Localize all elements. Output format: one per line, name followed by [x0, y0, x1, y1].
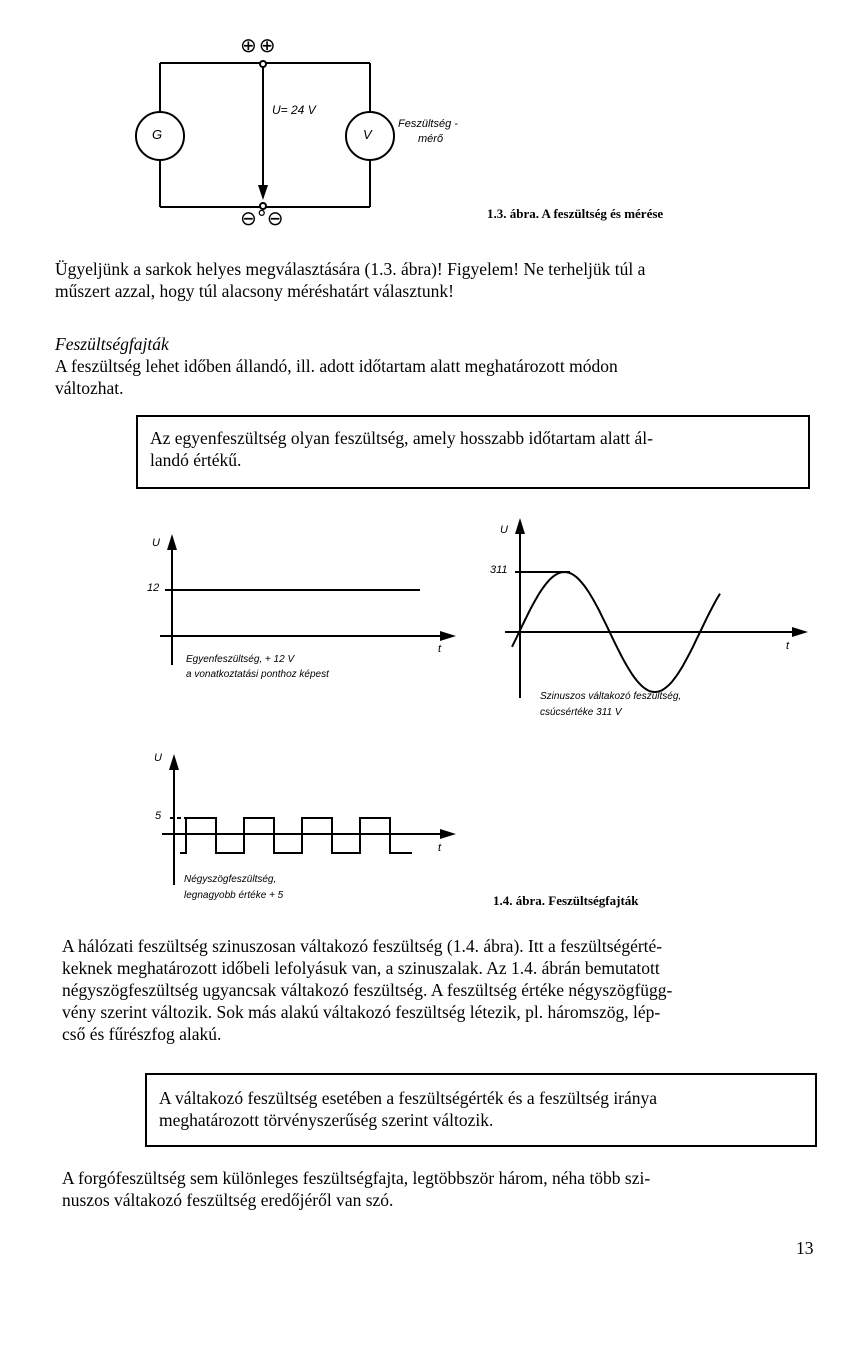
section-voltage-types: [55, 333, 825, 399]
voltage-label: U= 24 V: [272, 103, 316, 117]
meter-label-1: Feszültség -: [398, 118, 458, 130]
section-line-1: A feszültség lehet időben állandó, ill. adott időtartam alatt meghatározott módon: [55, 356, 618, 376]
paragraph-2: [62, 935, 822, 1045]
page-number: 13: [796, 1238, 814, 1258]
sine-x-arrow: [792, 627, 808, 637]
paragraph-3-line-1: A forgófeszültség sem különleges feszültségfajta, legtöbbször három, néha több szi-: [62, 1168, 651, 1188]
paragraph-2-line-4: vény szerint változik. Sok más alakú váltakozó feszültség létezik, pl. háromszög, lép-: [62, 1002, 661, 1022]
box-1-line-2: landó értékű.: [150, 450, 242, 470]
figure-1-3-caption: 1.3. ábra. A feszültség és mérése: [487, 206, 664, 221]
definition-box-ac: [145, 1073, 817, 1147]
definition-box-dc: [136, 415, 810, 489]
plus-terminals: ⊕⊕: [240, 33, 278, 57]
paragraph-1-line-1: Ügyeljünk a sarkok helyes megválasztására (1.3. ábra)! Figyelem! Ne terheljük túl a: [55, 259, 646, 279]
sine-y-arrow: [515, 518, 525, 534]
dc-level-label: 12: [147, 582, 160, 594]
square-u-label: U: [154, 752, 162, 764]
square-desc-1: Négyszögfeszültség,: [184, 874, 277, 885]
section-line-2: változhat.: [55, 378, 124, 398]
paragraph-1: [55, 258, 815, 302]
dc-graph: [160, 545, 445, 665]
paragraph-3-line-2: nuszos váltakozó feszültség eredőjéről van szó.: [62, 1190, 394, 1210]
sine-desc-2: csúcsértéke 311 V: [540, 707, 622, 718]
paragraph-2-line-1: A hálózati feszültség szinuszosan váltakozó feszültség (1.4. ábra). Itt a feszültségérté-: [62, 936, 663, 956]
section-title: Feszültségfajták: [55, 334, 169, 354]
paragraph-2-line-5: cső és fűrészfog alakú.: [62, 1024, 222, 1044]
dc-desc-1: Egyenfeszültség, + 12 V: [186, 654, 295, 665]
box-1-line-1: Az egyenfeszültség olyan feszültség, amely hosszabb időtartam alatt ál-: [150, 428, 653, 448]
square-y-arrow: [169, 754, 179, 770]
paragraph-2-line-3: négyszögfeszültség ugyancsak váltakozó feszültség. A feszültség értéke négyszögfügg-: [62, 980, 673, 1000]
voltmeter-label: V: [363, 127, 372, 142]
box-2-line-1: A váltakozó feszültség esetében a feszültségérték és a feszültség iránya: [159, 1088, 658, 1108]
dc-desc-2: a vonatkoztatási ponthoz képest: [186, 669, 329, 680]
dc-y-arrow: [167, 534, 177, 550]
sine-desc-1: Szinuszos váltakozó feszültség,: [540, 691, 682, 702]
sine-u-label: U: [500, 524, 508, 536]
generator-label: G: [152, 127, 163, 142]
paragraph-1-line-2: műszert azzal, hogy túl alacsony méréshatárt választunk!: [55, 281, 454, 301]
minus-terminals: ⊖°⊖: [240, 206, 284, 230]
sine-graph: [505, 530, 798, 698]
square-x-arrow: [440, 829, 456, 839]
square-desc-2: legnagyobb értéke + 5: [184, 890, 284, 901]
square-t-label: t: [438, 842, 442, 854]
dc-u-label: U: [152, 537, 160, 549]
paragraph-3: [62, 1167, 822, 1211]
dc-x-arrow: [440, 631, 456, 641]
voltage-arrow-head: [258, 185, 268, 200]
figure-1-4-caption: 1.4. ábra. Feszültségfajták: [493, 893, 639, 908]
square-graph: [162, 765, 445, 885]
paragraph-2-line-2: keknek meghatározott időbeli lefolyásuk van, a szinuszalak. Az 1.4. ábrán bemutatott: [62, 958, 660, 978]
box-2-line-2: meghatározott törvényszerűség szerint változik.: [159, 1110, 494, 1130]
square-curve: [180, 818, 412, 853]
dc-t-label: t: [438, 643, 442, 655]
meter-label-2: mérő: [418, 133, 444, 145]
square-level-label: 5: [155, 810, 162, 822]
sine-t-label: t: [786, 640, 790, 652]
sine-peak-label: 311: [490, 564, 508, 576]
